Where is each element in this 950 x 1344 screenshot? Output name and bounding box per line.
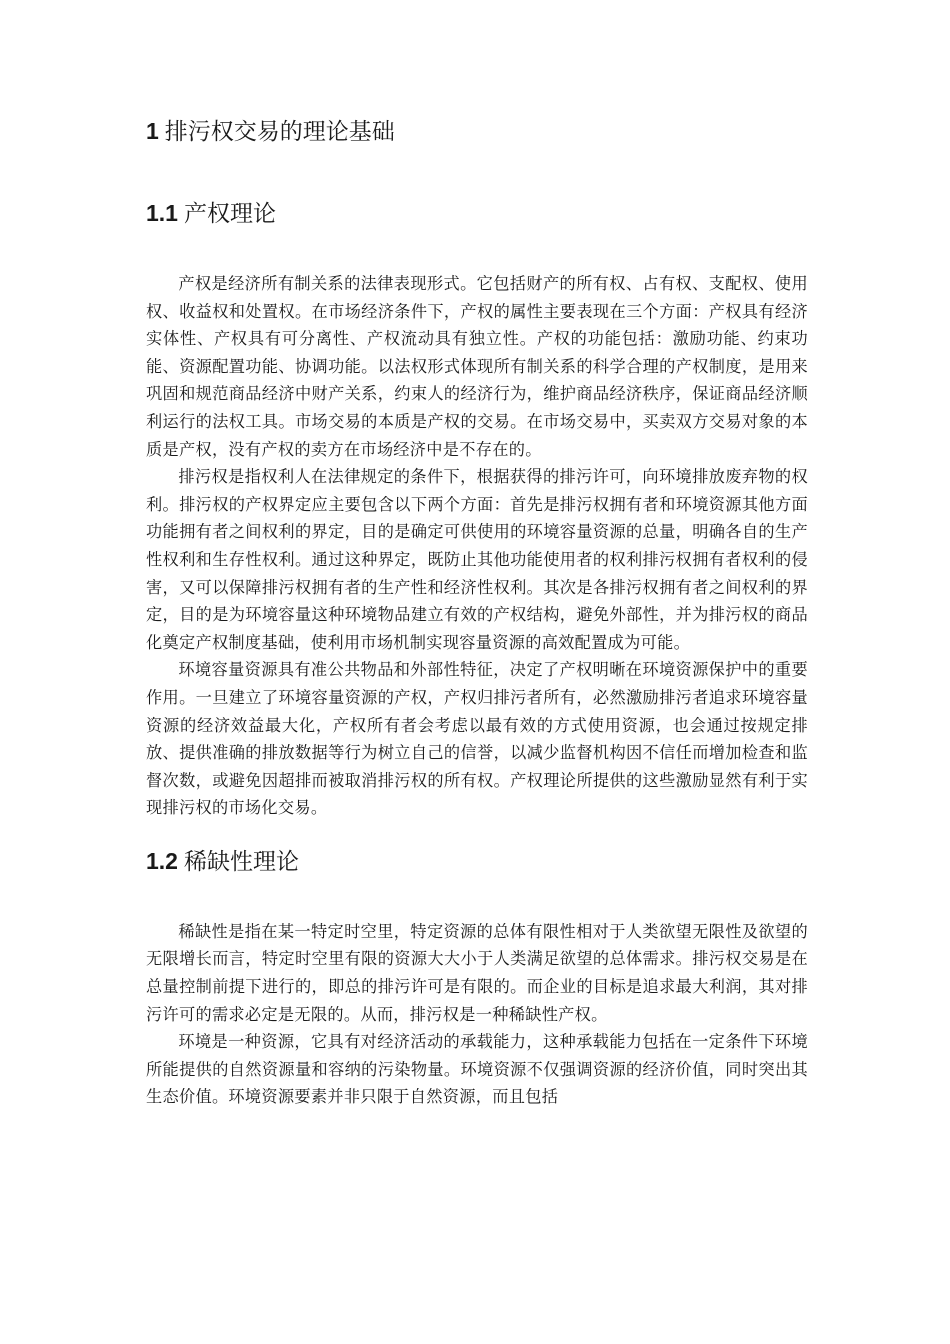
chapter-title: 排污权交易的理论基础 (164, 118, 395, 144)
paragraph: 环境是一种资源，它具有对经济活动的承载能力，这种承载能力包括在一定条件下环境所能提供的自然资源量和容纳的污染物量。环境资源不仅强调资源的经济价值，同时突出其生态价值。环境资源要素并非只限于自然资源，而且包括 (146, 1032, 808, 1107)
chapter-number: 1 (146, 118, 159, 144)
document-body (146, 112, 808, 1111)
section-spacer (146, 822, 808, 842)
section-number: 1.2 (146, 847, 178, 874)
paragraph: 稀缺性是指在某一特定时空里，特定资源的总体有限性相对于人类欲望无限性及欲望的无限增长而言，特定时空里有限的资源大大小于人类满足欲望的总体需求。排污权交易是在总量控制前提下进行的，即总的排污许可是有限的。而企业的目标是追求最大利润，其对排污许可的需求必定是无限的。从而，排污权是一种稀缺性产权。 (146, 921, 808, 1024)
paragraph: 产权是经济所有制关系的法律表现形式。它包括财产的所有权、占有权、支配权、使用权、收益权和处置权。在市场经济条件下，产权的属性主要表现在三个方面：产权具有经济实体性、产权具有可分离性、产权流动具有独立性。产权的功能包括：激励功能、约束功能、资源配置功能、协调功能。以法权形式体现所有制关系的科学合理的产权制度，是用来巩固和规范商品经济中财产关系，约束人的经济行为，维护商品经济秩序，保证商品经济顺利运行的法权工具。市场交易的本质是产权的交易。在市场交易中，买卖双方交易对象的本质是产权，没有产权的卖方在市场经济中是不存在的。 (146, 274, 808, 459)
section-heading-1-2 (146, 842, 808, 880)
section-number: 1.1 (146, 200, 178, 226)
chapter-heading (146, 112, 808, 150)
paragraph: 排污权是指权利人在法律规定的条件下，根据获得的排污许可，向环境排放废弃物的权利。排污权的产权界定应主要包含以下两个方面：首先是排污权拥有者和环境资源其他方面功能拥有者之间权利的界定，目的是确定可供使用的环境容量资源的总量，明确各自的生产性权利和生存性权利。通过这种界定，既防止其他功能使用者的权利排污权拥有者权利的侵害，又可以保障排污权拥有者的生产性和经济性权利。其次是各排污权拥有者之间权利的界定，目的是为环境容量这种环境物品建立有效的产权结构，避免外部性，并为排污权的商品化奠定产权制度基础，使利用市场机制实现容量资源的高效配置成为可能。 (146, 467, 808, 652)
paragraph: 环境容量资源具有准公共物品和外部性特征，决定了产权明晰在环境资源保护中的重要作用。一旦建立了环境容量资源的产权，产权归排污者所有，必然激励排污者追求环境容量资源的经济效益最大化，产权所有者会考虑以最有效的方式使用资源，也会通过按规定排放、提供准确的排放数据等行为树立自己的信誉，以减少监督机构因不信任而增加检查和监督次数，或避免因超排而被取消排污权的所有权。产权理论所提供的这些激励显然有利于实现排污权的市场化交易。 (146, 660, 808, 818)
section-title: 稀缺性理论 (183, 847, 299, 874)
section-title: 产权理论 (183, 200, 276, 226)
section-heading-1-1 (146, 194, 808, 232)
